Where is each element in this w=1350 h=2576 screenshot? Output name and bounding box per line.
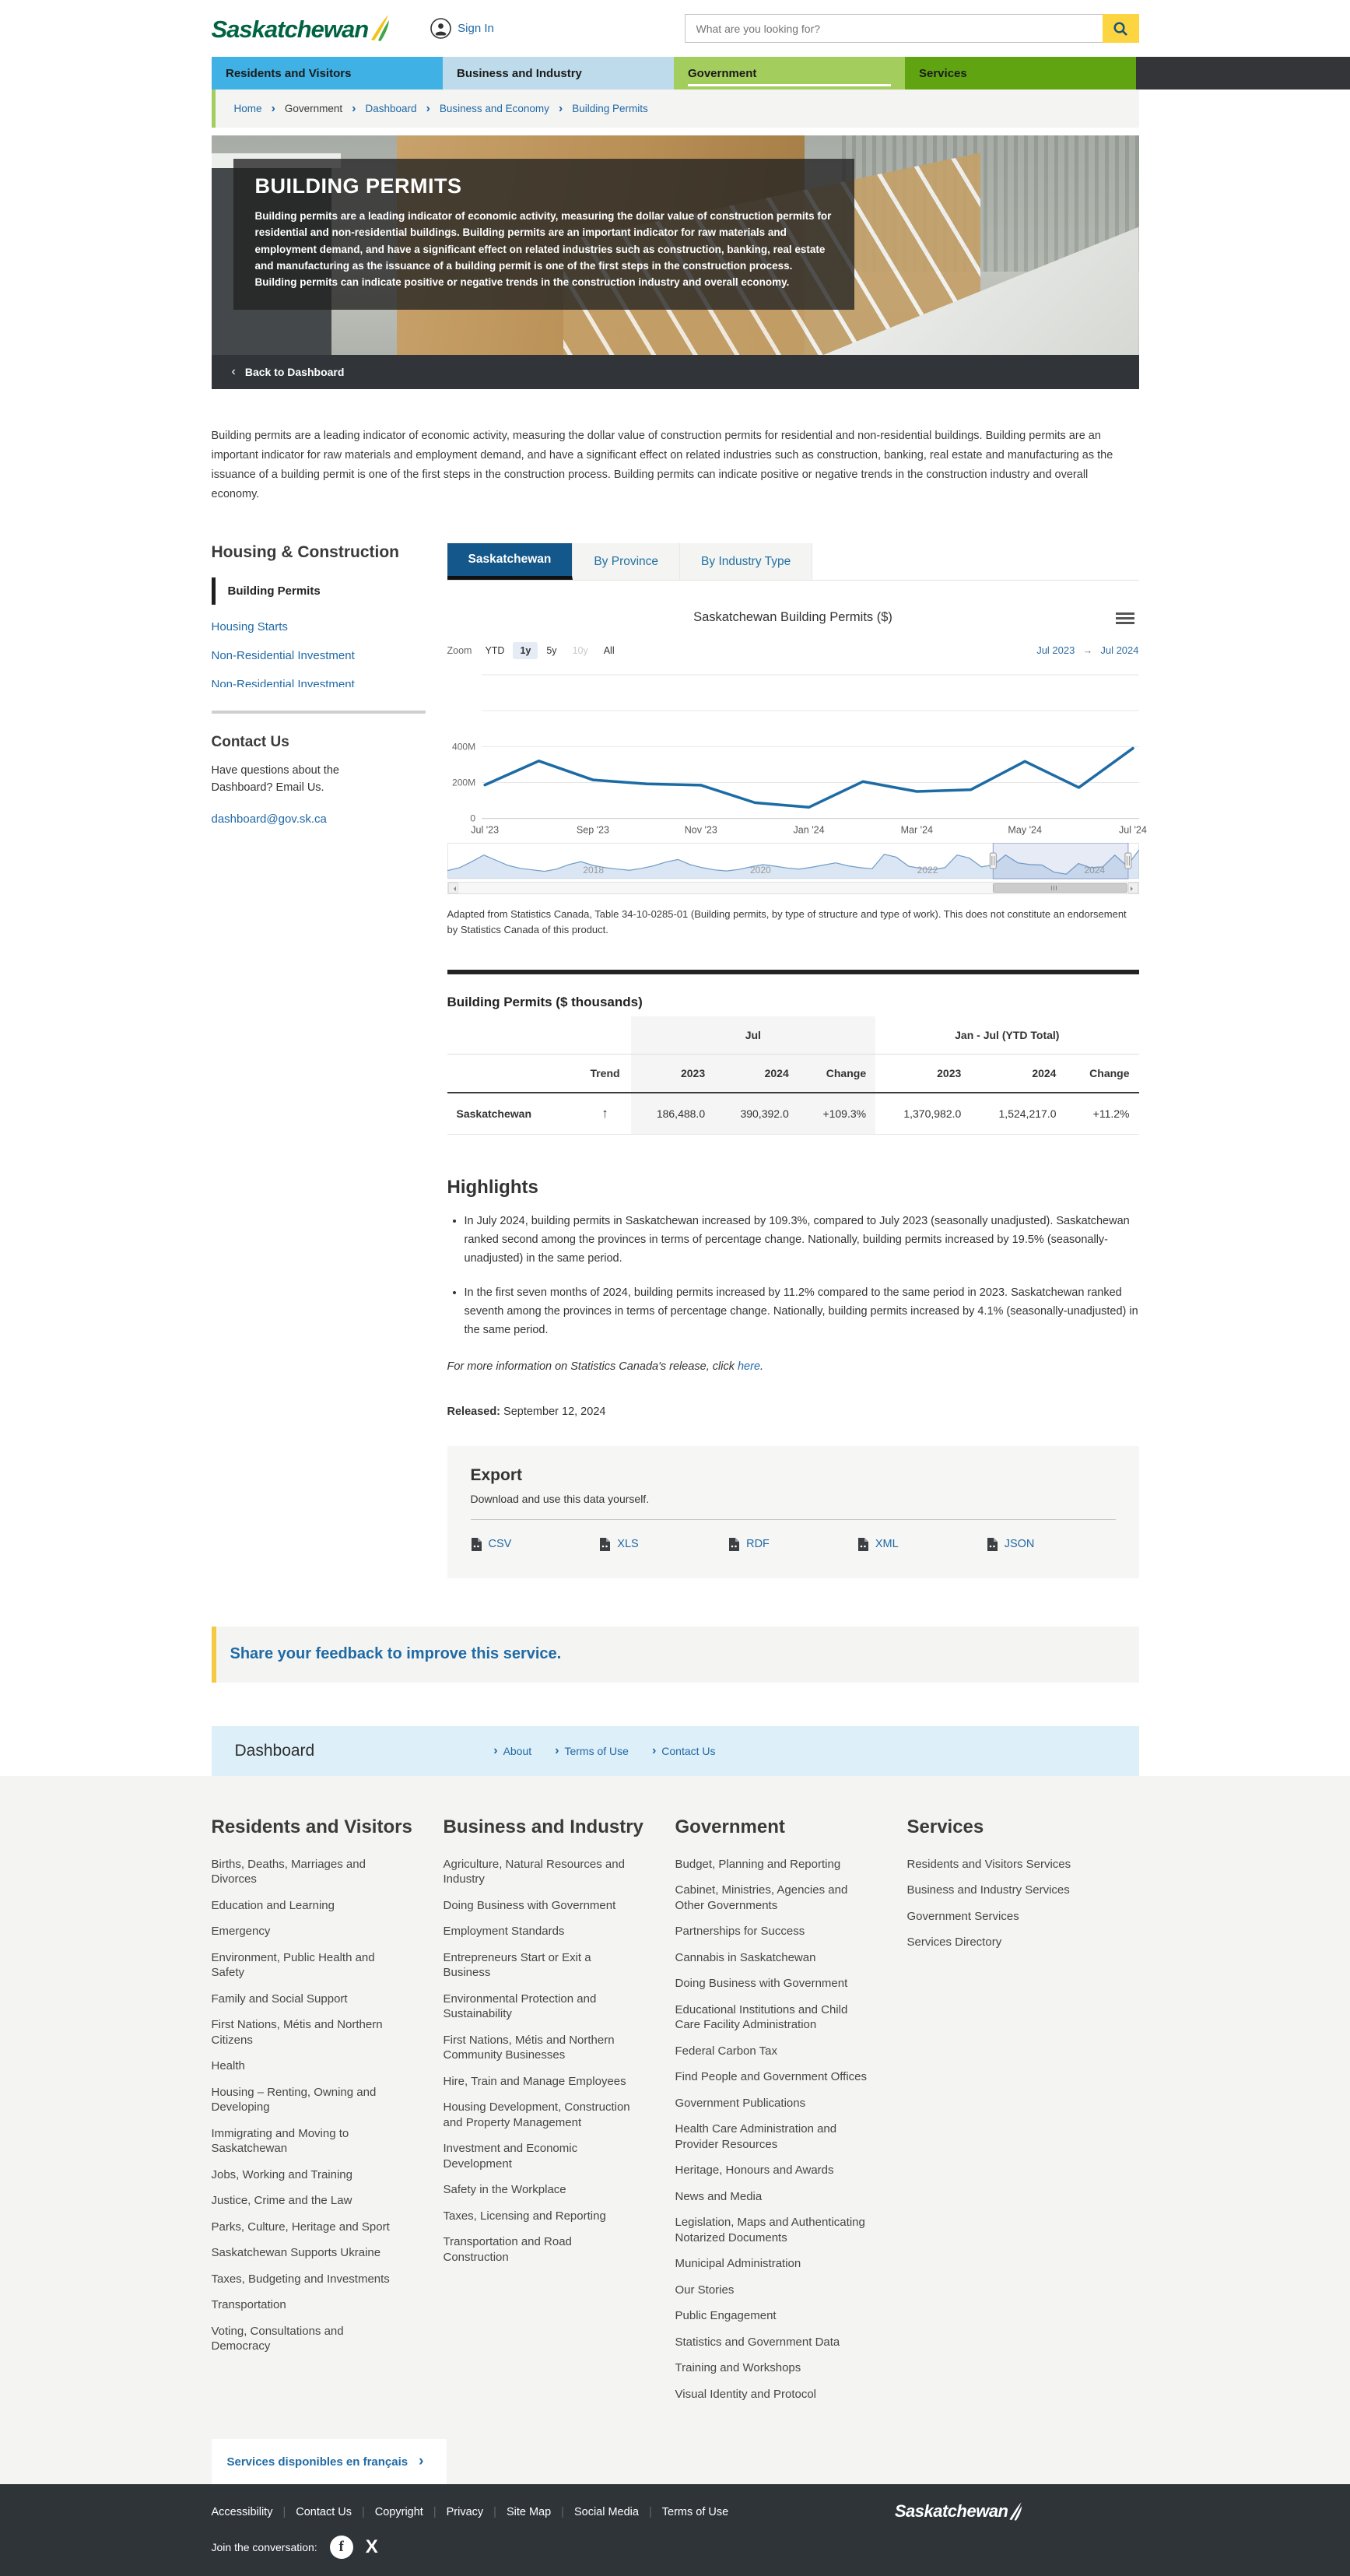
footer-link[interactable]: Heritage, Honours and Awards bbox=[675, 2164, 834, 2178]
footer-saskatchewan-logo bbox=[895, 2501, 1022, 2522]
jul-change-value: +109.3% bbox=[798, 1093, 875, 1135]
svg-text:Jan '24: Jan '24 bbox=[793, 824, 825, 836]
dashboard-contact-link[interactable] bbox=[652, 1744, 716, 1758]
svg-text:Mar '24: Mar '24 bbox=[900, 824, 933, 836]
zoom-ytd-button[interactable]: YTD bbox=[485, 644, 505, 656]
footer-link[interactable]: Transportation bbox=[211, 2298, 286, 2312]
footer-column bbox=[212, 1816, 444, 2413]
footer-link[interactable]: Jobs, Working and Training bbox=[211, 2167, 352, 2181]
sidebar-item-non-residential-investment[interactable]: Non-Residential Investment bbox=[211, 648, 355, 662]
export-title: Export bbox=[470, 1465, 523, 1484]
svg-text:2018: 2018 bbox=[582, 865, 604, 876]
table-header-row bbox=[447, 1055, 1139, 1093]
footer-column-title: Services bbox=[906, 1816, 984, 1837]
footer-link[interactable]: Training and Workshops bbox=[675, 2361, 801, 2375]
highlight-item: • In July 2024, building permits in Saskatchewan increased by 109.3%, compared to July 2023 (seasonally unadjusted). Saskatchewan ranked second among the provinces in terms of percentage change. Nationally, building permits increased by 19.5% (seasonally-unadjusted) in the same period. bbox=[465, 1213, 1139, 1269]
col-trend: Trend bbox=[580, 1055, 631, 1093]
svg-text:2020: 2020 bbox=[749, 865, 771, 876]
footer-link[interactable]: Employment Standards bbox=[443, 1925, 565, 1939]
footer-link[interactable]: Environment, Public Health and Safety bbox=[211, 1950, 375, 1980]
export-xml-link[interactable] bbox=[857, 1537, 987, 1552]
zoom-10y-button: 10y bbox=[572, 644, 588, 656]
svg-text:400M: 400M bbox=[451, 741, 475, 753]
footer-link[interactable]: Investment and Economic Development bbox=[443, 2142, 578, 2171]
col-jul-2024: 2024 bbox=[714, 1055, 798, 1093]
export-rdf-link[interactable] bbox=[728, 1537, 857, 1552]
svg-text:Nov '23: Nov '23 bbox=[684, 824, 717, 836]
footer-link[interactable]: Transportation and Road Construction bbox=[443, 2235, 572, 2264]
arrow-right-icon: → bbox=[1082, 644, 1093, 657]
breadcrumb-building-permits[interactable]: Building Permits bbox=[572, 103, 648, 114]
search-input[interactable] bbox=[685, 14, 1103, 43]
highlights-title: Highlights bbox=[447, 1177, 538, 1199]
footer-link[interactable]: Health Care Administration and Provider Resources bbox=[675, 2122, 837, 2151]
export-format-label: RDF bbox=[746, 1538, 770, 1551]
footer-column bbox=[675, 1816, 907, 2413]
footer-link[interactable]: Government Publications bbox=[675, 2096, 806, 2110]
statcan-attribution: Adapted from Statistics Canada, Table 34-10-0285-01 (Building permits, by type of structure and type of work). This does not constitute an endorsement by Statistics Canada of this product. bbox=[447, 907, 1127, 936]
export-format-label: XLS bbox=[617, 1538, 639, 1551]
footer-link[interactable]: Education and Learning bbox=[211, 1898, 335, 1912]
footer-link[interactable]: Entrepreneurs Start or Exit a Business bbox=[443, 1950, 591, 1980]
file-icon bbox=[857, 1537, 869, 1552]
export-subtitle: Download and use this data yourself. bbox=[470, 1492, 650, 1505]
zoom-5y-button[interactable]: 5y bbox=[546, 644, 557, 656]
main-nav bbox=[0, 57, 1350, 89]
chevron-right-icon: › bbox=[493, 1743, 498, 1757]
footer-link[interactable]: Business and Industry Services bbox=[906, 1883, 1070, 1897]
range-to[interactable]: Jul 2024 bbox=[1100, 644, 1139, 657]
dashboard-bar bbox=[212, 1726, 1139, 1776]
footer-link[interactable]: Cannabis in Saskatchewan bbox=[675, 1950, 816, 1964]
range-from[interactable]: Jul 2023 bbox=[1036, 644, 1075, 657]
dashboard-terms-link[interactable] bbox=[555, 1744, 629, 1758]
sidebar-section-title: Housing & Construction bbox=[211, 542, 399, 561]
file-icon bbox=[599, 1537, 611, 1552]
export-format-label: XML bbox=[875, 1538, 899, 1551]
ytd-2024-value: 1,524,217.0 bbox=[998, 1107, 1057, 1121]
bottom-bar-link[interactable]: Privacy bbox=[446, 2506, 484, 2519]
footer-link[interactable]: Environmental Protection and Sustainability bbox=[443, 1992, 597, 2021]
feedback-banner[interactable]: Share your feedback to improve this service. bbox=[212, 1627, 1139, 1683]
chart-menu-icon[interactable] bbox=[1116, 610, 1134, 626]
footer-link[interactable]: Cabinet, Ministries, Agencies and Other Governments bbox=[675, 1883, 848, 1912]
active-tab-underline bbox=[688, 84, 891, 86]
footer-column bbox=[444, 1816, 675, 2413]
breadcrumb-home[interactable]: Home bbox=[233, 103, 262, 114]
footer-link[interactable]: Public Engagement bbox=[675, 2309, 777, 2323]
trend-up-icon: ↑ bbox=[601, 1106, 608, 1121]
footer-column bbox=[907, 1816, 1139, 2413]
sidebar-item-non-residential-investment-clipped[interactable]: Non-Residential Investment bbox=[211, 677, 355, 687]
contact-us-text: Have questions about the Dashboard? Email Us. bbox=[211, 763, 339, 795]
breadcrumb-business-and-economy[interactable]: Business and Economy bbox=[439, 103, 549, 114]
logo-wordmark: Saskatchewan bbox=[894, 2501, 1008, 2522]
col-ytd-change: Change bbox=[1065, 1055, 1138, 1093]
social-row bbox=[212, 2536, 1139, 2559]
export-format-label: CSV bbox=[488, 1538, 512, 1551]
ytd-2023-value: 1,370,982.0 bbox=[903, 1107, 962, 1121]
footer-column-title: Business and Industry bbox=[443, 1816, 643, 1837]
bottom-bar-link[interactable]: Site Map bbox=[506, 2506, 552, 2519]
sidebar bbox=[212, 543, 426, 841]
export-panel bbox=[447, 1446, 1139, 1578]
saskatchewan-logo[interactable] bbox=[212, 14, 391, 44]
footer-link[interactable]: Federal Carbon Tax bbox=[675, 2044, 777, 2058]
footer-link[interactable]: Parks, Culture, Heritage and Sport bbox=[211, 2220, 390, 2234]
facebook-icon[interactable]: f bbox=[330, 2536, 353, 2559]
chevron-right-icon: › bbox=[352, 101, 356, 115]
bottom-bar-link[interactable]: Contact Us bbox=[296, 2506, 352, 2519]
separator: | bbox=[361, 2506, 365, 2519]
svg-text:2022: 2022 bbox=[917, 865, 938, 876]
chart-scrollbar[interactable] bbox=[447, 882, 1139, 894]
bottom-bar-link[interactable]: Terms of Use bbox=[661, 2506, 729, 2519]
nav-tab-label: Business and Industry bbox=[457, 66, 582, 80]
bottom-bar-link[interactable]: Social Media bbox=[573, 2506, 639, 2519]
dashboard-bar-title: Dashboard bbox=[234, 1741, 315, 1760]
search-button[interactable] bbox=[1103, 14, 1139, 43]
footer-link[interactable]: Agriculture, Natural Resources and Industry bbox=[443, 1857, 625, 1886]
footer-link[interactable]: News and Media bbox=[675, 2189, 763, 2203]
footer-link[interactable]: Our Stories bbox=[675, 2283, 735, 2297]
chart-zoom-controls bbox=[447, 642, 1139, 659]
export-links bbox=[471, 1537, 1116, 1552]
chevron-right-icon: › bbox=[558, 101, 563, 115]
released-label: Released: bbox=[447, 1405, 501, 1418]
footer-link[interactable]: Births, Deaths, Marriages and Divorces bbox=[211, 1857, 366, 1886]
jul-2024-value: 390,392.0 bbox=[714, 1093, 798, 1135]
footer-columns bbox=[212, 1816, 1139, 2413]
footer-link[interactable]: Voting, Consultations and Democracy bbox=[211, 2324, 344, 2353]
nav-right-fill bbox=[1136, 57, 1350, 89]
group-header-jul: Jul bbox=[631, 1016, 876, 1055]
table-title: Building Permits ($ thousands) bbox=[447, 995, 643, 1010]
section-divider bbox=[447, 970, 1139, 974]
footer-link[interactable]: First Nations, Métis and Northern Citizens bbox=[211, 2018, 383, 2047]
separator: | bbox=[648, 2506, 652, 2519]
footer-link[interactable]: Budget, Planning and Reporting bbox=[675, 1857, 841, 1871]
site-search bbox=[685, 14, 1139, 43]
footer-link[interactable]: Taxes, Budgeting and Investments bbox=[211, 2272, 390, 2286]
chevron-left-icon: ‹ bbox=[231, 365, 236, 378]
sidebar-divider bbox=[212, 711, 426, 714]
col-jul-change: Change bbox=[798, 1055, 875, 1093]
intro-paragraph: Building permits are a leading indicator of economic activity, measuring the dollar value of construction permits for residential and non-residential buildings. Building permits are an important indicator for raw materials and employment demand, and have a significant effect on related industries such as construction, banking, real estate and manufacturing as the issuance of a building permit is one of the first steps in the construction process. Building permits can indicate positive or negative trends in the construction industry and overall economy. bbox=[211, 430, 1113, 500]
col-jul-2023: 2023 bbox=[631, 1055, 715, 1093]
link-label: Contact Us bbox=[661, 1744, 716, 1757]
footer-link[interactable]: Housing Development, Construction and Property Management bbox=[443, 2100, 630, 2129]
footer-link[interactable]: Hire, Train and Manage Employees bbox=[443, 2074, 626, 2088]
bottom-bar-link[interactable]: Copyright bbox=[374, 2506, 423, 2519]
footer-link[interactable]: Emergency bbox=[211, 1925, 271, 1939]
breadcrumb-government: Government bbox=[284, 103, 343, 114]
nav-tab-business-and-industry[interactable] bbox=[443, 57, 674, 89]
col-ytd-2023: 2023 bbox=[875, 1055, 970, 1093]
back-to-dashboard-link[interactable] bbox=[212, 355, 1139, 389]
footer-link[interactable]: Doing Business with Government bbox=[443, 1898, 616, 1912]
dashboard-about-link[interactable] bbox=[493, 1744, 531, 1758]
search-icon bbox=[1113, 21, 1128, 37]
export-xls-link[interactable] bbox=[599, 1537, 728, 1552]
zoom-all-button[interactable]: All bbox=[603, 644, 615, 656]
nav-tab-services[interactable] bbox=[905, 57, 1136, 89]
footer-link[interactable]: Residents and Visitors Services bbox=[906, 1857, 1071, 1871]
chart-title: Saskatchewan Building Permits ($) bbox=[693, 609, 892, 624]
svg-text:Jul '23: Jul '23 bbox=[470, 824, 499, 836]
site-header bbox=[0, 0, 1350, 57]
hero-description: Building permits are a leading indicator of economic activity, measuring the dollar value of construction permits for residential and non-residential buildings. Building permits are an important indicator for raw materials and employment demand, and have a significant effect on related industries such as construction, banking, real estate and manufacturing as the issuance of a building permit is one of the first steps in the construction process. Building permits can indicate positive or negative trends in the construction industry and overall economy. bbox=[254, 210, 832, 289]
footer-link[interactable]: Justice, Crime and the Law bbox=[211, 2194, 352, 2208]
page-title: BUILDING PERMITS bbox=[254, 174, 462, 198]
bottom-bar bbox=[0, 2484, 1350, 2576]
chevron-right-icon: › bbox=[419, 2453, 424, 2470]
export-csv-link[interactable] bbox=[471, 1537, 600, 1552]
french-services-button[interactable] bbox=[212, 2439, 447, 2484]
sidebar-item-building-permits[interactable]: Building Permits bbox=[212, 577, 426, 605]
footer-column-title: Residents and Visitors bbox=[211, 1816, 412, 1837]
footer-link[interactable]: Statistics and Government Data bbox=[675, 2335, 840, 2349]
sign-in-button[interactable] bbox=[430, 18, 494, 39]
footer-link[interactable]: Safety in the Workplace bbox=[443, 2183, 566, 2197]
ytd-change-value: +11.2% bbox=[1092, 1107, 1130, 1121]
zoom-label: Zoom bbox=[447, 644, 472, 656]
table-row-saskatchewan bbox=[447, 1093, 1139, 1135]
file-icon bbox=[987, 1537, 998, 1552]
scrollbar-right-arrow[interactable] bbox=[1128, 883, 1138, 893]
x-twitter-icon[interactable]: X bbox=[365, 2536, 378, 2558]
contact-us-title: Contact Us bbox=[211, 733, 289, 750]
group-header-ytd: Jan - Jul (YTD Total) bbox=[875, 1016, 1138, 1055]
wheat-sheaf-icon bbox=[1008, 2501, 1022, 2522]
breadcrumb bbox=[212, 89, 1139, 128]
export-json-link[interactable] bbox=[987, 1537, 1116, 1552]
nav-tab-government[interactable] bbox=[674, 57, 905, 89]
separator: | bbox=[433, 2506, 437, 2519]
svg-text:Jul '24: Jul '24 bbox=[1118, 824, 1147, 836]
nav-tab-label: Services bbox=[919, 66, 967, 80]
svg-text:0: 0 bbox=[469, 812, 475, 824]
chevron-right-icon: › bbox=[651, 1743, 657, 1757]
highlights-list bbox=[447, 1213, 1139, 1340]
date-range-selector[interactable] bbox=[1036, 644, 1138, 656]
file-icon bbox=[471, 1537, 482, 1552]
nav-left-pad bbox=[0, 57, 212, 89]
sign-in-label: Sign In bbox=[458, 22, 494, 35]
data-tabs bbox=[447, 543, 1139, 581]
footer-link[interactable]: Government Services bbox=[906, 1909, 1019, 1923]
building-permits-line-chart[interactable] bbox=[447, 670, 1147, 837]
table-group-header-row bbox=[447, 1016, 1139, 1055]
separator: | bbox=[282, 2506, 286, 2519]
scrollbar-thumb[interactable] bbox=[993, 883, 1127, 893]
chevron-right-icon: › bbox=[426, 101, 430, 115]
footer-link[interactable]: Services Directory bbox=[906, 1936, 1002, 1950]
hero-image bbox=[212, 135, 1139, 355]
nav-tab-label: Residents and Visitors bbox=[226, 66, 352, 80]
footer-link[interactable]: Find People and Government Offices bbox=[675, 2070, 868, 2084]
separator: | bbox=[493, 2506, 496, 2519]
footer-link[interactable]: Immigrating and Moving to Saskatchewan bbox=[211, 2126, 349, 2156]
main-content bbox=[447, 543, 1147, 1578]
building-permits-table bbox=[447, 1016, 1139, 1135]
sidebar-item-housing-starts[interactable]: Housing Starts bbox=[211, 619, 288, 633]
footer-link[interactable]: Educational Institutions and Child Care Facility Administration bbox=[675, 2002, 848, 2032]
bottom-bar-link[interactable]: Accessibility bbox=[211, 2506, 273, 2519]
export-format-label: JSON bbox=[1004, 1538, 1035, 1551]
nav-tab-residents-and-visitors[interactable] bbox=[212, 57, 443, 89]
join-conversation-label: Join the conversation: bbox=[211, 2541, 317, 2554]
svg-text:200M: 200M bbox=[451, 777, 475, 788]
file-icon bbox=[728, 1537, 740, 1552]
scrollbar-left-arrow[interactable] bbox=[448, 883, 458, 893]
footer-column-title: Government bbox=[675, 1816, 785, 1837]
breadcrumb-dashboard[interactable]: Dashboard bbox=[365, 103, 417, 114]
footer-link[interactable]: Legislation, Maps and Authenticating Notarized Documents bbox=[675, 2216, 865, 2244]
nav-tab-label: Government bbox=[688, 66, 757, 80]
footer-link[interactable]: First Nations, Métis and Northern Community Businesses bbox=[443, 2033, 615, 2062]
site-footer bbox=[0, 1776, 1350, 2485]
footer-link[interactable]: Municipal Administration bbox=[675, 2257, 801, 2271]
link-label: About bbox=[503, 1744, 532, 1757]
highlight-item: • In the first seven months of 2024, building permits increased by 11.2% compared to the same period in 2023. Saskatchewan ranked seventh among the provinces in terms of percentage change. Nationally, building permits increased by 4.1% (seasonally-unadjusted) in the same period. bbox=[465, 1284, 1139, 1340]
released-line bbox=[447, 1406, 1139, 1418]
hero-overlay bbox=[233, 159, 854, 310]
contact-email-link[interactable]: dashboard@gov.sk.ca bbox=[211, 812, 327, 826]
released-date: September 12, 2024 bbox=[500, 1405, 606, 1418]
tab-saskatchewan[interactable]: Saskatchewan bbox=[447, 543, 573, 580]
more-info-period: . bbox=[760, 1360, 764, 1373]
footer-link[interactable]: Taxes, Licensing and Reporting bbox=[443, 2209, 606, 2223]
tab-by-province[interactable]: By Province bbox=[573, 543, 680, 580]
wheat-sheaf-icon bbox=[370, 14, 390, 42]
separator: | bbox=[561, 2506, 564, 2519]
chevron-right-icon: › bbox=[555, 1743, 559, 1757]
more-info-text: For more information on Statistics Canada's release, click bbox=[447, 1360, 738, 1373]
footer-link[interactable]: Family and Social Support bbox=[211, 1992, 348, 2006]
french-services-label: Services disponibles en français bbox=[226, 2455, 409, 2469]
back-to-dashboard-label: Back to Dashboard bbox=[244, 366, 345, 378]
footer-link[interactable]: Visual Identity and Protocol bbox=[675, 2387, 817, 2401]
svg-text:Sep '23: Sep '23 bbox=[576, 824, 609, 836]
chart-navigator[interactable] bbox=[447, 843, 1139, 880]
footer-link[interactable]: Doing Business with Government bbox=[675, 1977, 848, 1991]
zoom-1y-button[interactable]: 1y bbox=[513, 642, 538, 659]
footer-link[interactable]: Health bbox=[211, 2059, 245, 2073]
more-info-here-link[interactable]: here bbox=[737, 1360, 761, 1373]
user-icon bbox=[430, 18, 451, 39]
svg-text:May '24: May '24 bbox=[1007, 824, 1042, 836]
more-info-line bbox=[447, 1360, 1139, 1373]
footer-link[interactable]: Housing – Renting, Owning and Developing bbox=[211, 2085, 377, 2114]
footer-link[interactable]: Saskatchewan Supports Ukraine bbox=[211, 2246, 381, 2260]
col-ytd-2024: 2024 bbox=[970, 1055, 1065, 1093]
logo-wordmark: Saskatchewan bbox=[211, 15, 369, 43]
footer-link[interactable]: Partnerships for Success bbox=[675, 1925, 805, 1939]
chevron-right-icon: › bbox=[271, 101, 275, 115]
row-label: Saskatchewan bbox=[456, 1107, 531, 1121]
link-label: Terms of Use bbox=[564, 1744, 629, 1757]
tab-by-industry-type[interactable]: By Industry Type bbox=[680, 543, 812, 580]
jul-2023-value: 186,488.0 bbox=[631, 1093, 715, 1135]
